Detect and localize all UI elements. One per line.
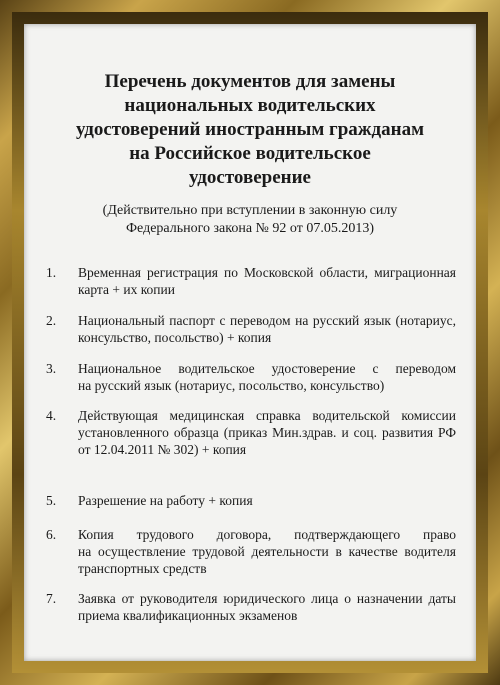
item-text [78, 526, 456, 577]
title-line: удостоверение [189, 167, 311, 188]
document-paper [24, 24, 476, 661]
item-line: консульство, посольство) + копия [78, 330, 272, 345]
item-text [78, 590, 456, 624]
item-number: 6. [46, 527, 57, 542]
item-number: 4. [46, 408, 57, 423]
item-line: Копия трудового договора, подтверждающего право [78, 527, 456, 542]
title-line: национальных водительских [124, 95, 376, 116]
title-line: на Российское водительское [129, 143, 371, 164]
item-line: транспортных средств [78, 561, 207, 576]
item-number: 2. [46, 313, 57, 328]
item-text [78, 407, 456, 458]
item-number: 5. [46, 493, 57, 508]
item-line: Заявка от руководителя юридического лица о назначении даты [78, 591, 456, 606]
item-line: карта + их копии [78, 282, 175, 297]
item-line: на осуществление трудовой деятельности в качестве водителя [78, 544, 456, 559]
item-text [78, 360, 456, 394]
item-line: Временная регистрация по Московской области, миграционная [78, 265, 456, 280]
item-line: Разрешение на работу + копия [78, 493, 253, 508]
subtitle-line: (Действительно при вступлении в законную силу [102, 203, 398, 218]
item-line: приема квалификационных экзаменов [78, 608, 298, 623]
document-title [44, 70, 456, 190]
item-text [78, 312, 456, 346]
item-line: Национальный паспорт с переводом на русский язык (нотариус, [78, 313, 456, 328]
item-number: 1. [46, 265, 57, 280]
item-line: установленного образца (приказ Мин.здрав. и соц. развития РФ [78, 425, 456, 440]
item-line: на русский язык (нотариус, посольство, консульство) [78, 378, 385, 393]
subtitle-line: Федерального закона № 92 от 07.05.2013) [125, 221, 374, 236]
item-line: Действующая медицинская справка водительской комиссии [78, 408, 456, 423]
title-line: Перечень документов для замены [104, 71, 396, 92]
document-subtitle [44, 202, 456, 238]
item-text [78, 492, 456, 509]
item-number: 3. [46, 361, 57, 376]
item-text [78, 264, 456, 298]
item-number: 7. [46, 591, 57, 606]
title-line: удостоверений иностранным гражданам [75, 119, 425, 140]
item-line: от 12.04.2011 № 302) + копия [78, 442, 247, 457]
item-line: Национальное водительское удостоверение с переводом [78, 361, 456, 376]
